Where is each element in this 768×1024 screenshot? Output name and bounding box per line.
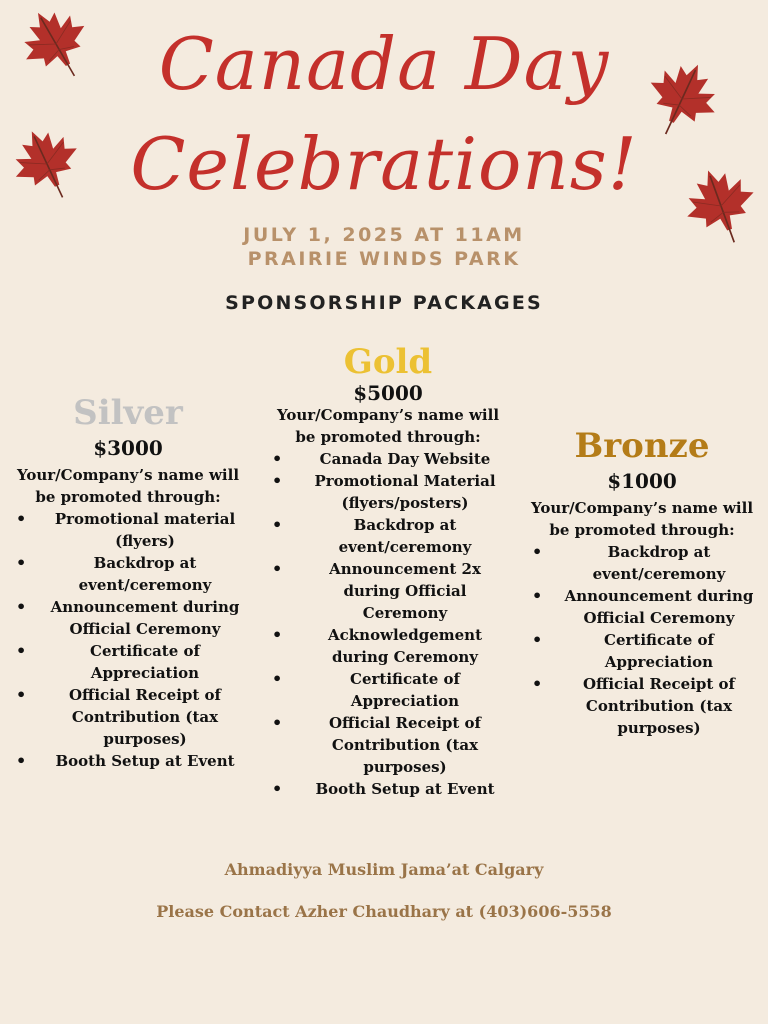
list-item: • Certificate of Appreciation: [530, 629, 754, 673]
package-intro: Your/Company’s name will be promoted through:: [530, 499, 754, 539]
list-item: • Booth Setup at Event: [14, 750, 242, 772]
list-item: • Booth Setup at Event: [270, 778, 506, 800]
silver-package: [14, 393, 242, 772]
bronze-package: [530, 426, 754, 739]
list-item: • Backdrop at event/ceremony: [14, 552, 242, 596]
contact-info: Please Contact Azher Chaudhary at (403)606-5558: [156, 902, 612, 921]
package-tier: Bronze: [574, 426, 710, 466]
list-item: • Backdrop at event/ceremony: [270, 514, 506, 558]
list-item: • Announcement during Official Ceremony: [530, 585, 754, 629]
package-price: $3000: [93, 436, 163, 460]
list-item: • Official Receipt of Contribution (tax purposes): [14, 684, 242, 750]
list-item: • Announcement 2x during Official Ceremony: [270, 558, 506, 624]
package-tier: Silver: [73, 393, 183, 433]
list-item: • Announcement during Official Ceremony: [14, 596, 242, 640]
event-location: PRAIRIE WINDS PARK: [247, 248, 521, 270]
list-item: • Promotional Material (flyers/posters): [270, 470, 506, 514]
sponsorship-heading: SPONSORSHIP PACKAGES: [225, 292, 543, 314]
list-item: • Canada Day Website: [270, 448, 506, 470]
package-tier: Gold: [343, 342, 433, 382]
organization-name: Ahmadiyya Muslim Jama’at Calgary: [224, 860, 544, 879]
package-intro: Your/Company’s name will be promoted through:: [16, 466, 240, 506]
list-item: • Certificate of Appreciation: [14, 640, 242, 684]
event-date: JULY 1, 2025 AT 11AM: [243, 224, 525, 246]
list-item: • Acknowledgement during Ceremony: [270, 624, 506, 668]
package-intro: Your/Company’s name will be promoted through:: [276, 406, 500, 446]
package-price: $5000: [353, 381, 423, 405]
list-item: • Official Receipt of Contribution (tax purposes): [530, 673, 754, 739]
package-benefits: [530, 541, 754, 739]
gold-package: [270, 342, 506, 800]
list-item: • Promotional material (flyers): [14, 508, 242, 552]
list-item: • Backdrop at event/ceremony: [530, 541, 754, 585]
title-line-2: Celebrations!: [130, 122, 638, 206]
package-benefits: [14, 508, 242, 772]
list-item: • Official Receipt of Contribution (tax purposes): [270, 712, 506, 778]
title-line-1: Canada Day: [158, 22, 610, 106]
package-benefits: [270, 448, 506, 800]
list-item: • Certificate of Appreciation: [270, 668, 506, 712]
package-price: $1000: [607, 469, 677, 493]
